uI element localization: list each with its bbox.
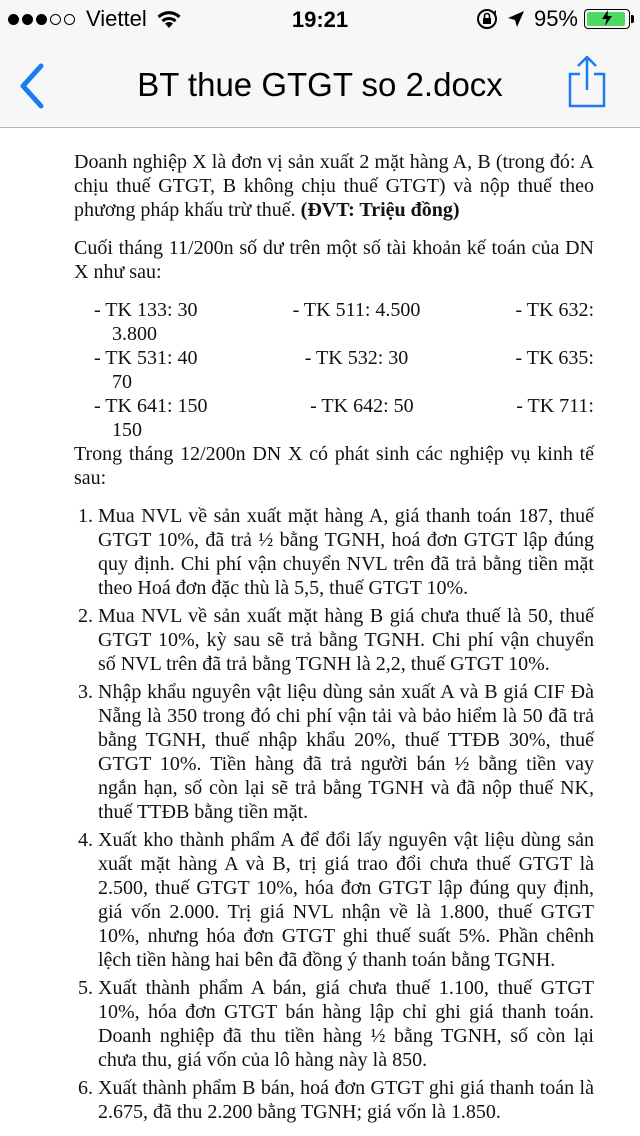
account-item: - TK 532: 30 [304,347,409,369]
account-item: - TK 531: 40 [94,347,198,369]
account-item: - TK 641: 150 [94,395,208,417]
account-row [74,346,594,370]
list-item: 1. Mua NVL về sản xuất mặt hàng A, giá thanh toán 187, thuế GTGT 10%, đã trả ½ bằng TGNH, hoá đơn GTGT lập đúng quy định. Chi phí vận chuyển NVL trên đã trả bằng tiền mặt theo Hoá đơn đặc thù là 5,5, thuế GTGT 10%. [98,504,594,600]
account-item: - TK 711: [516,395,594,417]
share-icon [566,54,608,110]
account-row [74,298,594,322]
account-value-cont: 3.800 [112,323,157,345]
navigation-bar [0,40,640,128]
list-item: 5. Xuất thành phẩm A bán, giá chưa thuế 1.100, thuế GTGT 10%, hóa đơn GTGT bán hàng lập chỉ ghi giá thanh toán. Doanh nghiệp đã thu tiền hàng ½ bằng TGNH, số còn lại chưa thu, giá vốn của lô hàng này là 850. [98,976,594,1072]
battery-tip [631,15,634,23]
charging-bolt-icon [601,10,613,26]
transactions-intro: Trong tháng 12/200n DN X có phát sinh các nghiệp vụ kinh tế sau: [74,443,594,489]
account-item: - TK 642: 50 [310,395,414,417]
account-balances [74,298,594,442]
document-body [74,150,594,1128]
account-item: - TK 133: 30 [94,299,198,321]
location-arrow-icon [506,9,526,29]
intro-text: Doanh nghiệp X là đơn vị sản xuất 2 mặt hàng A, B (trong đó: A chịu thuế GTGT, B không chịu thuế GTGT) và nộp thuế theo phương pháp khấu trừ thuế. [74,151,594,221]
carrier-name: Viettel [86,6,147,31]
account-value-cont: 70 [112,371,132,393]
status-bar [0,0,640,40]
status-right [476,6,630,32]
list-item: 2. Mua NVL về sản xuất mặt hàng B giá chưa thuế là 50, thuế GTGT 10%, kỳ sau sẽ trả bằng TGNH. Chi phí vận chuyển số NVL trên đã trả bằng TGNH là 2,2, thuế GTGT 10%. [98,604,594,676]
account-value-cont: 150 [112,419,142,441]
operations-list [74,504,594,1124]
unit-label: (ĐVT: Triệu đồng) [300,199,460,221]
account-item: - TK 511: 4.500 [292,299,421,321]
account-row [74,394,594,418]
list-item: 3. Nhập khẩu nguyên vật liệu dùng sản xuất A và B giá CIF Đà Nẵng là 350 trong đó chi phí vận tải và bảo hiểm là 50 đã trả bằng TGNH, thuế nhập khẩu 20%, thuế TTĐB 30%, thuế GTGT 10%. Tiền hàng đã trả người bán ½ bằng tiền vay ngắn hạn, số còn lại sẽ trả bằng TGNH và đã nộp thuế NK, thuế TTĐB bằng tiền mặt. [98,680,594,824]
intro-paragraph [74,150,594,222]
clock: 19:21 [291,7,349,32]
rotation-lock-icon [476,8,498,30]
balance-intro: Cuối tháng 11/200n số dư trên một số tài khoản kế toán của DN X như sau: [74,237,594,283]
list-item: 4. Xuất kho thành phẩm A để đổi lấy nguyên vật liệu dùng sản xuất mặt hàng A và B, trị giá trao đổi chưa thuế GTGT là 2.500, thuế GTGT 10%, hóa đơn GTGT lập đúng quy định, giá vốn 2.000. Trị giá NVL nhận về là 1.800, thuế GTGT 10%, nhưng hóa đơn GTGT ghi thuế suất 5%. Phần chênh lệch tiền hàng hai bên đã đồng ý thanh toán bằng TGNH. [98,828,594,972]
account-item: - TK 635: [515,347,594,369]
battery-percent: 95% [533,6,578,31]
share-button[interactable] [566,54,608,110]
battery-icon [584,9,630,29]
list-item: 6. Xuất thành phẩm B bán, hoá đơn GTGT ghi giá thanh toán là 2.675, đã thu 2.200 bằng TGNH; giá vốn là 1.850. [98,1076,594,1124]
account-item: - TK 632: [515,299,594,321]
document-title: BT thue GTGT so 2.docx [137,66,503,103]
